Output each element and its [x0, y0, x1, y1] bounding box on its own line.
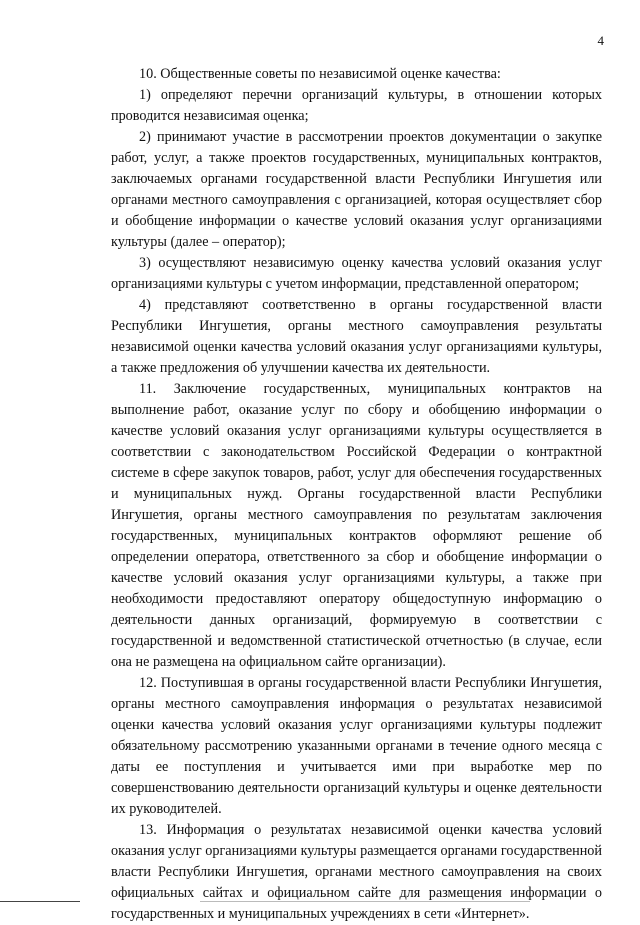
paragraph-10-1: 1) определяют перечни организаций культуры, в отношении которых проводится независимая оценка;	[111, 87, 602, 124]
paragraph-12: 12. Поступившая в органы государственной власти Республики Ингушетия, органы местного самоуправления информация о результатах независимой оценки качества условий оказания услуг организациями культуры подлежит обязательному рассмотрению указанными органами в течение одного месяца с даты ее поступления и учитывается ими при выработке мер по совершенствованию деятельности организаций культуры и оценке деятельности их руководителей.	[111, 675, 602, 817]
paragraph-10-2: 2) принимают участие в рассмотрении проектов документации о закупке работ, услуг, а также проектов государственных, муниципальных контрактов, заключаемых органами государственной власти Республики Ингушетия или органами местного самоуправления с организацией, которая осуществляет сбор и обобщение информации о качестве условий оказания услуг организациями культуры (далее – оператор);	[111, 129, 602, 250]
document-body	[111, 64, 602, 925]
page-number: 4	[597, 33, 604, 48]
paragraph-10-3: 3) осуществляют независимую оценку качества условий оказания услуг организациями культуры с учетом информации, представленной оператором;	[111, 255, 602, 292]
paragraph-11: 11. Заключение государственных, муниципальных контрактов на выполнение работ, оказание услуг по сбору и обобщению информации о качестве условий оказания услуг организациями культуры осуществляется в соответствии с законодательством Российской Федерации о контрактной системе в сфере закупок товаров, работ, услуг для обеспечения государственных и муниципальных нужд. Органы государственной власти Республики Ингушетия, органы местного самоуправления по результатам заключения государственных, муниципальных контрактов оформляют решение об определении оператора, ответственного за сбор и обобщение информации о качестве условий оказания услуг организациями культуры, а также при необходимости предоставляют оператору общедоступную информацию о деятельности данных организаций, формируемую в соответствии с государственной и ведомственной статистической отчетностью (в случае, если она не размещена на официальном сайте организации).	[111, 381, 602, 670]
paragraph-13: 13. Информация о результатах независимой оценки качества условий оказания услуг организациями культуры размещается органами государственной власти Республики Ингушетия, органами местного самоуправления на своих официальных сайтах и официальном сайте для размещения информации о государственных и муниципальных учреждениях в сети «Интернет».	[111, 822, 602, 922]
scan-artifact-left	[0, 901, 80, 902]
paragraph-10-4: 4) представляют соответственно в органы государственной власти Республики Ингушетия, органы местного самоуправления результаты независимой оценки качества условий оказания услуг организациями культуры, а также предложения об улучшении качества их деятельности.	[111, 297, 602, 376]
scan-artifact-right	[200, 901, 530, 902]
paragraph-10: 10. Общественные советы по независимой оценке качества:	[139, 66, 501, 82]
